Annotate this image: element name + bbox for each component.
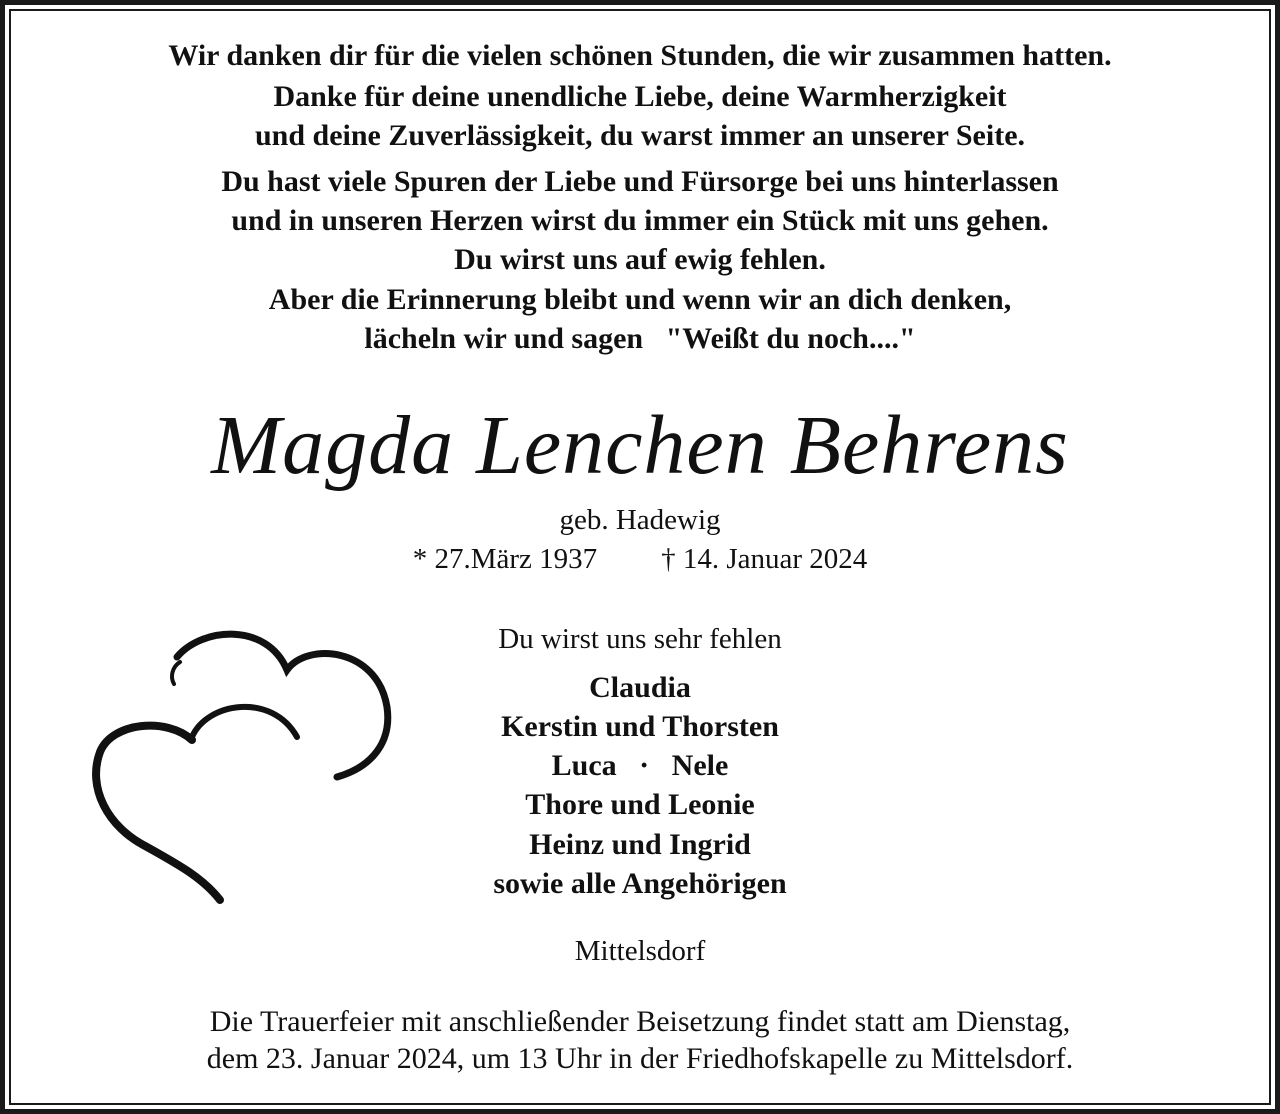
poem-line-3: und deine Zuverlässigkeit, du warst immer an unserer Seite.	[254, 119, 1026, 152]
mourner-3: Luca · Nele	[551, 749, 729, 782]
mourner-5: Heinz und Ingrid	[529, 828, 751, 861]
birth-date: * 27.März 1937	[412, 543, 598, 575]
mourner-4: Thore und Leonie	[525, 788, 755, 821]
birth-name: geb. Hadewig	[559, 504, 721, 536]
poem-line-1: Wir danken dir für die vielen schönen Stunden, die wir zusammen hatten.	[168, 39, 1112, 72]
death-date: † 14. Januar 2024	[661, 543, 868, 575]
mourner-1: Claudia	[589, 671, 691, 704]
poem-line-4: Du hast viele Spuren der Liebe und Fürsorge bei uns hinterlassen	[221, 165, 1059, 198]
poem-line-5: und in unseren Herzen wirst du immer ein Stück mit uns gehen.	[231, 204, 1049, 237]
poem-line-7: Aber die Erinnerung bleibt und wenn wir an dich denken,	[268, 283, 1012, 316]
poem-line-6: Du wirst uns auf ewig fehlen.	[454, 243, 826, 276]
farewell-line: Du wirst uns sehr fehlen	[498, 623, 782, 655]
service-line-2: dem 23. Januar 2024, um 13 Uhr in der Friedhofskapelle zu Mittelsdorf.	[206, 1042, 1074, 1075]
deceased-name: Magda Lenchen Behrens	[211, 399, 1069, 492]
mourner-6: sowie alle Angehörigen	[493, 867, 787, 900]
mourner-2: Kerstin und Thorsten	[501, 710, 779, 743]
service-line-1: Die Trauerfeier mit anschließender Beisetzung findet statt am Dienstag,	[209, 1005, 1071, 1038]
poem-line-8: lächeln wir und sagen "Weißt du noch...."	[364, 322, 916, 355]
poem-line-2: Danke für deine unendliche Liebe, deine Warmherzigkeit	[273, 80, 1007, 113]
life-dates	[0, 542, 1280, 576]
place-name: Mittelsdorf	[574, 935, 706, 967]
